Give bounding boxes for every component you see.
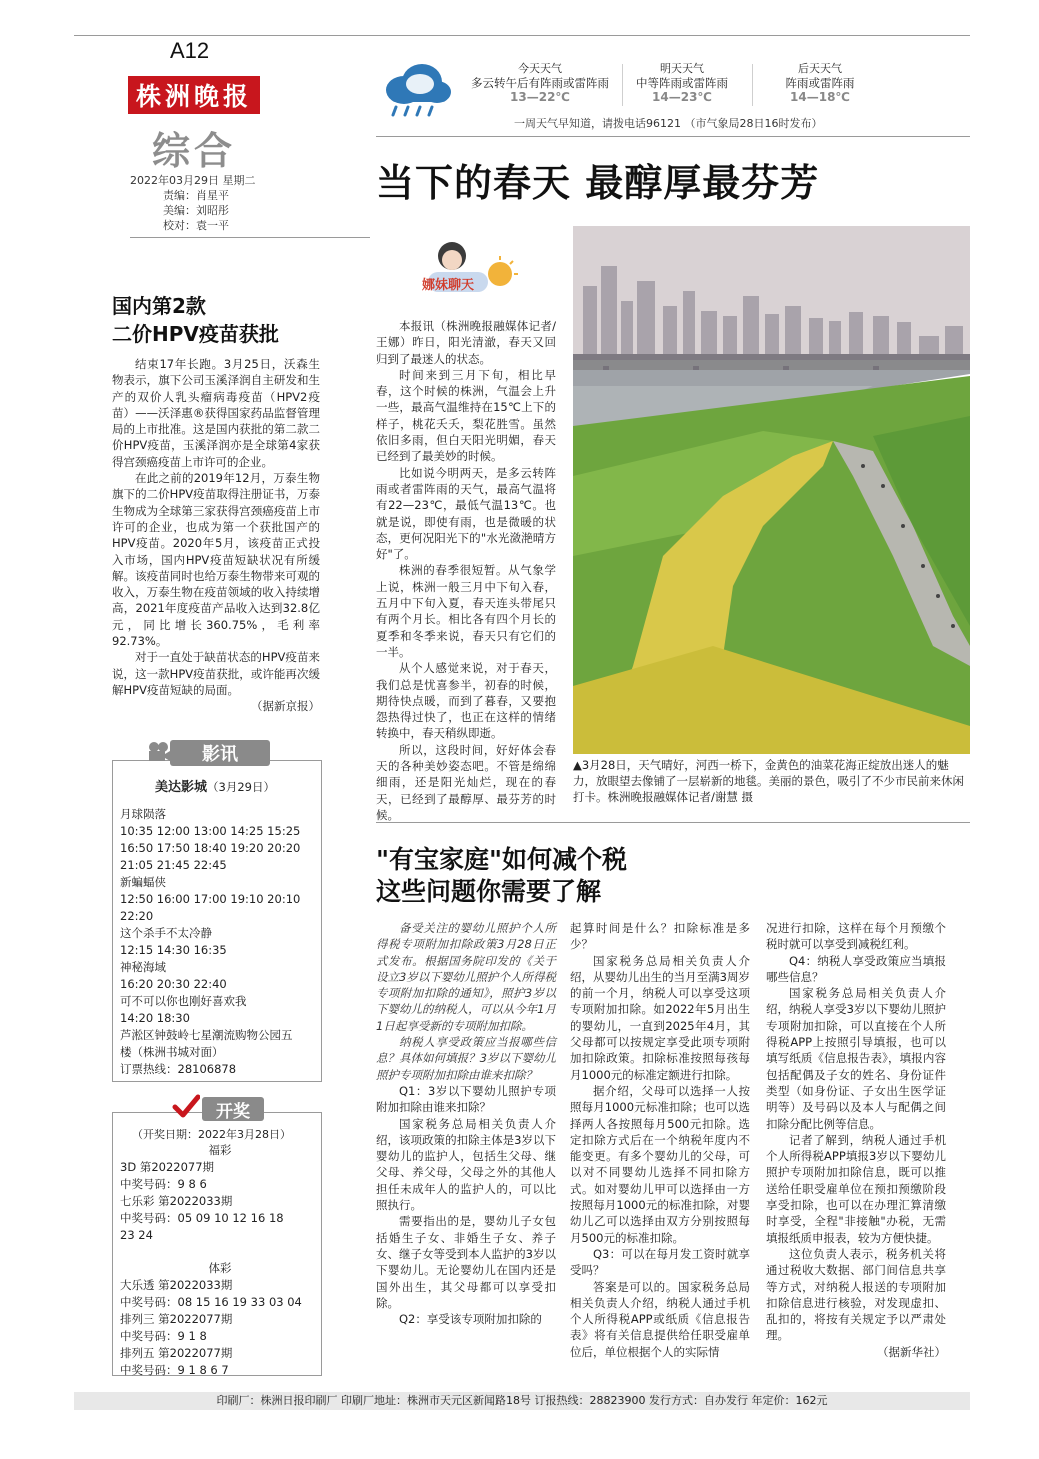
issue-date: 2022年03月29日 星期二 [130,174,256,187]
article-paragraph: 国家税务总局相关负责人介绍，该项政策的扣除主体是3岁以下婴幼儿的监护人，包括生父母、继父母、养父母，父母之外的其他人担任未成年人的监护人的，可以比照执行。 [376,1116,556,1213]
article-paragraph: 所以，这段时间，好好体会春天的各种美妙姿态吧。不管是绵绵细雨，还是阳光灿烂，现在的春天，已经到了最醇厚、最芬芳的时候。 [376,742,556,822]
designer: 美编：刘昭彤 [163,204,229,217]
weather-note: 一周天气早知道，请拨电话96121 （市气象局28日16时发布） [514,117,823,130]
film-line: 16:50 17:50 18:40 19:20 20:20 [120,841,301,855]
weather-today [460,62,620,104]
article-paragraph: 在此之前的2019年12月，万泰生物旗下的二价HPV疫苗取得注册证书，万泰生物成为全球第三家获得宫颈癌疫苗上市许可的企业，也成为第一个获批国产的HPV疫苗。2020年5月，该疫苗正式投入市场，国内HPV疫苗短缺状况有所缓解。该疫苗同时也给万泰生物带来可观的收入，万泰生物在疫苗领域的收入持续增高，2021年度疫苗产品收入达到32.8亿元，同比增长360.75%，毛利率92.73%。 [112,471,320,649]
article-paragraph: 国家税务总局相关负责人介绍，从婴幼儿出生的当月至满3周岁的前一个月，纳税人可以享受这项专项附加扣除。如2022年5月出生的婴幼儿，一直到2025年4月，其父母都可以按规定享受此项专项附加扣除政策。扣除标准按照每孩每月1000元的标准定额进行扣除。 [570,953,750,1082]
film-line: 芦淞区钟鼓岭七星潮流购物公园五 [120,1028,293,1042]
weather-temp: 13—22℃ [510,90,570,104]
film-schedule [120,806,320,1078]
lottery-line: 排列五 第2022077期 [120,1346,233,1360]
film-line: 16:20 20:30 22:40 [120,977,227,991]
hpv-headline-line1: 国内第2款 [112,294,206,318]
article-paragraph: Q4：纳税人享受政策应当填报哪些信息？ [766,953,946,984]
weather-rule [376,136,970,137]
article-paragraph: 备受关注的婴幼儿照护个人所得税专项附加扣除政策3月28日正式发布。根据国务院印发的《关于设立3岁以下婴幼儿照护个人所得税专项附加扣除的通知》，照护3岁以下婴幼儿的纳税人，可以从今年1月1日起享受新的专项附加扣除。 [376,921,556,1033]
article-paragraph: 比如说今明两天，是多云转阵雨或者雷阵雨的天气，最高气温将有22—23℃，最低气温13℃。也就是说，即使有雨，也是微暖的状态，更何况阳光下的"水光潋滟晴方好"了。 [376,465,556,562]
lottery-line: 中奖号码：08 15 16 19 33 03 04 [120,1295,302,1309]
cinema-name: 美达影城 [155,780,208,795]
article-paragraph: Q1：3岁以下婴幼儿照护专项附加扣除由谁来扣除？ [376,1083,556,1115]
film-line: 12:15 14:30 16:35 [120,943,227,957]
tax-headline [376,844,627,908]
article-paragraph: 本报讯（株洲晚报融媒体记者/王娜）昨日，阳光清澈，春天又回归到了最迷人的状态。 [376,319,556,366]
article-paragraph: 对于一直处于缺苗状态的HPV疫苗来说，这一款HPV疫苗获批，或许能再次缓解HPV疫苗短缺的局面。 [112,650,320,697]
lottery-line: 23 24 [120,1228,153,1242]
article-paragraph: 答案是可以的。国家税务总局相关负责人介绍，纳税人通过手机个人所得税APP或纸质《信息报告表》将有关信息提供给任职受雇单位后，单位根据个人的实际情 [570,1279,750,1359]
lottery-line: 中奖号码：05 09 10 12 16 18 [120,1211,284,1225]
lottery-line: 中奖号码：9 1 8 [120,1329,207,1343]
lottery-category: 体彩 [208,1261,232,1275]
film-camera-icon [146,740,170,764]
spring-article [376,318,556,823]
column-badge [418,236,518,298]
tax-headline-line2: 这些问题你需要了解 [376,877,602,906]
weather-after-tomorrow [740,62,900,104]
print-footer: 印刷厂：株洲日报印刷厂 印刷厂地址：株洲市天元区新闻路18号 订报热线：28823900 发行方式：自办发行 年定价：162元 [74,1392,970,1410]
lottery-line: 3D 第2022077期 [120,1160,215,1174]
rapeseed-field-photo [573,226,970,754]
film-line: 21:05 21:45 22:45 [120,858,227,872]
film-line: 楼（株洲书城对面） [120,1045,224,1059]
page-number: A12 [170,38,210,63]
article-paragraph: 国家税务总局相关负责人介绍，纳税人享受3岁以下婴幼儿照护专项附加扣除，可以直接在个人所得税APP上按照引导填报，也可以填写纸质《信息报告表》，填报内容包括配偶及子女的姓名、身份证件类型（如身份证、子女出生医学证明等）及号码以及本人与配偶之间扣除分配比例等信息。 [766,986,946,1131]
hpv-headline [112,292,279,348]
film-line: 22:20 [120,909,154,923]
article-paragraph: 记者了解到，纳税人通过手机个人所得税APP填报3岁以下婴幼儿照护专项附加扣除信息，既可以推送给任职受雇单位在预扣预缴阶段享受扣除，也可以在办理汇算清缴时享受，全程"非接触"办税，无需填报纸质申报表，较为方便快捷。 [766,1132,946,1245]
hpv-article [112,356,320,715]
article-paragraph: Q2：享受该专项附加扣除的 [399,1312,542,1327]
film-line: 月球陨落 [120,807,166,821]
film-line: 这个杀手不太冷静 [120,926,212,940]
weather-temp: 14—23℃ [652,90,712,104]
weather-day-label: 明天天气 [660,62,704,75]
checkmark-icon [172,1094,200,1120]
article-paragraph: 结束17年长跑。3月25日，沃森生物表示，旗下公司玉溪泽润自主研发和生产的双价人乳头瘤病毒疫苗（HPV2疫苗）——沃泽惠®获得国家药品监督管理局的上市批准。这是国内获批的第二款二价HPV疫苗，玉溪泽润亦是全球第4家获得宫颈癌疫苗上市许可的企业。 [112,357,320,469]
cloud-rain-icon [382,60,454,118]
film-line: 订票热线：28106878 [120,1062,237,1076]
proofreader: 校对：袁一平 [163,219,229,232]
article-paragraph: 从个人感觉来说，对于春天，我们总是忧喜参半，初春的时候，期待快点暖，而到了暮春，又要抱怨热得过快了，也正在这样的情绪转换中，春天稍纵即逝。 [376,661,556,741]
article-paragraph: 据介绍，父母可以选择一人按照每月1000元标准扣除；也可以选择两人各按照每月500元扣除。选定扣除方式后在一个纳税年度内不能变更。有多个婴幼儿的父母，可以对不同婴幼儿选择不同扣除方式。如对婴幼儿甲可以选择由一方按照每月1000元的标准扣除，对婴幼儿乙可以选择由双方分别按照每月500元的标准扣除。 [570,1083,750,1245]
article-paragraph: Q3：可以在每月发工资时就享受吗？ [570,1246,750,1278]
article-paragraph: 起算时间是什么？扣除标准是多少？ [570,921,750,952]
cinema-date: （3月29日） [207,780,275,794]
film-line: 可不可以你也刚好喜欢我 [120,994,247,1008]
lottery-line: 大乐透 第2022033期 [120,1278,233,1292]
weather-temp: 14—18℃ [790,90,850,104]
weather-day-label: 今天天气 [518,62,562,75]
column-badge-label: 娜妹聊天 [422,278,475,293]
hpv-headline-line2: 二价HPV疫苗获批 [112,322,279,346]
article-source: （据新华社） [877,1344,946,1359]
film-line: 新蝙蝠侠 [120,875,166,889]
weather-desc: 阵雨或雷阵雨 [785,76,855,90]
editor: 责编：肖星平 [163,189,229,202]
film-badge: 影讯 [170,740,270,766]
tax-col-3 [766,920,946,1360]
section-rule [376,822,970,823]
film-line: 10:35 12:00 13:00 14:25 15:25 [120,824,301,838]
photo-caption: ▲3月28日，天气晴好，河西一桥下，金黄色的油菜花海正绽放出迷人的魅力，放眼望去像铺了一层崭新的地毯。美丽的景色，吸引了不少市民前来休闲打卡。株洲晚报融媒体记者/谢慧 摄 [573,758,964,804]
lottery-list [120,1142,320,1379]
weather-desc: 多云转午后有阵雨或雷阵雨 [471,76,609,90]
article-paragraph: 时间来到三月下旬，相比早春，这个时候的株洲，气温会上升一些，最高气温维持在15℃上下的样子，桃花夭夭，梨花胜雪。虽然依旧多雨，但白天阳光明媚，春天已经到了最美妙的时候。 [376,367,556,464]
article-paragraph: 况进行扣除，这样在每个月预缴个税时就可以享受到减税红利。 [766,921,946,952]
lottery-badge: 开奖 [202,1097,264,1121]
lottery-line: 中奖号码：9 1 8 6 7 [120,1363,229,1377]
article-paragraph: 株洲的春季很短暂。从气象学上说，株洲一般三月中下旬入春，五月中下旬入夏，春天连头带尾只有两个月长。相比各有四个月长的夏季和冬季来说，春天只有它们的一半。 [376,563,556,659]
article-paragraph: 需要指出的是，婴幼儿子女包括婚生子女、非婚生子女、养子女、继子女等受到本人监护的3岁以下婴幼儿。无论婴幼儿在国内还是国外出生，其父母都可以享受扣除。 [376,1214,556,1310]
weather-tomorrow [602,62,762,104]
lottery-line: 中奖号码：9 8 6 [120,1177,207,1191]
film-line: 神秘海域 [120,960,166,974]
cinema-header [155,776,275,795]
tax-col-1 [376,920,556,1327]
lottery-line: 排列三 第2022077期 [120,1312,233,1326]
lottery-date: （开奖日期：2022年3月28日） [132,1128,291,1141]
masthead-logo: 株洲晚报 [128,76,260,114]
article-source: （据新京报） [251,699,320,714]
section-title: 综合 [152,128,237,173]
top-rule [74,35,970,36]
film-line: 12:50 16:00 17:00 19:10 20:10 [120,892,301,906]
film-line: 14:20 18:30 [120,1011,190,1025]
article-paragraph: 纳税人享受政策应当报哪些信息？具体如何填报？3岁以下婴幼儿照护专项附加扣除由谁来扣除？ [376,1035,556,1082]
tax-col-2 [570,920,750,1360]
tax-headline-line1: "有宝家庭"如何减个税 [376,845,628,874]
header-rule [130,237,370,238]
article-paragraph: 这位负责人表示，税务机关将通过税收大数据、部门间信息共享等方式，对纳税人报送的专项附加扣除信息进行核验，对发现虚扣、乱扣的，将按有关规定予以严肃处理。 [766,1246,946,1343]
lottery-category: 福彩 [208,1143,232,1157]
weather-desc: 中等阵雨或雷阵雨 [636,76,728,90]
lottery-line: 七乐彩 第2022033期 [120,1194,233,1208]
weather-day-label: 后天天气 [798,62,842,75]
main-headline: 当下的春天 最醇厚最芬芳 [376,161,820,205]
